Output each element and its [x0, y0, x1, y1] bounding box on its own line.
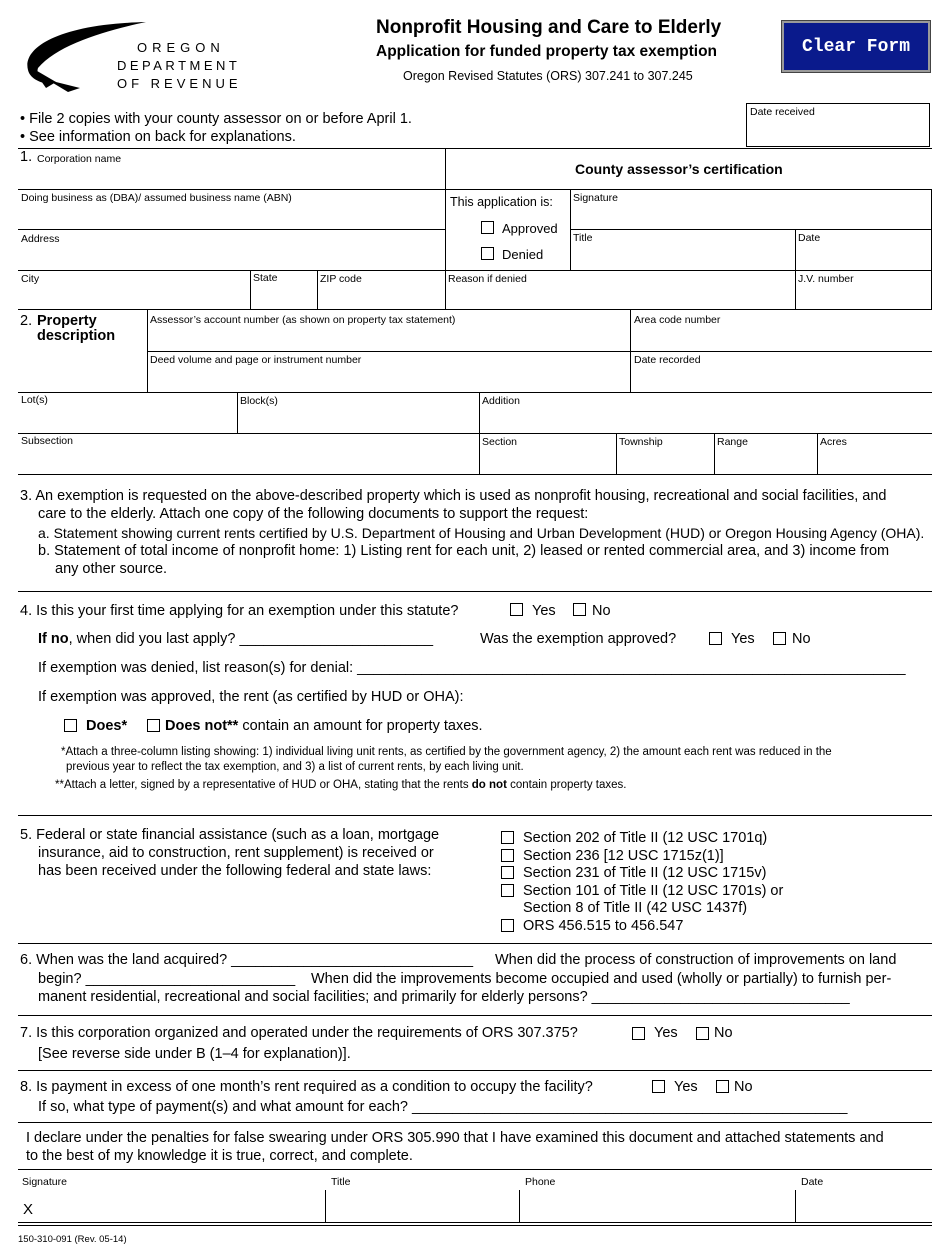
section236-checkbox[interactable]: [501, 849, 514, 862]
footnote-1-cont: previous year to reflect the tax exemption, and 3) a list of current rents, by each living unit.: [66, 761, 524, 773]
first-time-no-label: No: [592, 603, 611, 619]
section231-label: Section 231 of Title II (12 USC 1715v): [523, 865, 767, 881]
was-approved-no-checkbox[interactable]: [773, 632, 786, 645]
addition-label: Addition: [482, 395, 520, 407]
denied-label: Denied: [502, 247, 544, 262]
corporation-name-label: Corporation name: [37, 153, 122, 165]
date-received-label: Date received: [750, 106, 815, 118]
township-field[interactable]: [617, 449, 713, 473]
section8-label: Section 8 of Title II (42 USC 1437f): [523, 900, 748, 916]
does-not-checkbox[interactable]: [147, 719, 160, 732]
deed-field[interactable]: [148, 367, 629, 391]
section6-line1b: When did the process of construction of improvements on land: [495, 952, 897, 968]
acres-label: Acres: [820, 436, 847, 448]
ors456-checkbox[interactable]: [501, 919, 514, 932]
signature-x-mark: X: [23, 1201, 34, 1218]
section1-number: 1.: [20, 149, 33, 165]
organized-yes-label: Yes: [654, 1025, 678, 1041]
organized-no-checkbox[interactable]: [696, 1027, 709, 1040]
state-field[interactable]: [251, 286, 316, 308]
section3-line1: 3. An exemption is requested on the above-described property which is used as nonprofit housing, recreational and social facilities, and: [20, 488, 887, 504]
declaration-date-label: Date: [801, 1176, 824, 1188]
reason-denied-label: Reason if denied: [448, 273, 527, 285]
account-number-field[interactable]: [148, 327, 629, 350]
declaration-line1: I declare under the penalties for false swearing under ORS 305.990 that I have examined this document and attached statements and: [26, 1130, 884, 1146]
logo-text-oregon: OREGON: [137, 40, 225, 55]
first-time-yes-checkbox[interactable]: [510, 603, 523, 616]
was-approved-yes-checkbox[interactable]: [709, 632, 722, 645]
phone-label: Phone: [525, 1176, 556, 1188]
instruction-bullet-1: • File 2 copies with your county assessor on or before April 1.: [20, 111, 412, 127]
section5-line1: 5. Federal or state financial assistance (such as a loan, mortgage: [20, 827, 440, 843]
ors456-label: ORS 456.515 to 456.547: [523, 918, 684, 934]
was-approved-question: Was the exemption approved?: [480, 631, 677, 647]
subsection-label: Subsection: [21, 435, 73, 447]
section3-item-a: a. Statement showing current rents certified by U.S. Department of Housing and Urban Development (HUD) or Oregon Housing Agency (OHA).: [38, 525, 925, 541]
assessor-date-field[interactable]: [796, 245, 931, 269]
dba-label: Doing business as (DBA)/ assumed business name (ABN): [21, 192, 292, 204]
logo-text-of-revenue: OF REVENUE: [117, 76, 242, 91]
corporation-name-field[interactable]: [18, 166, 444, 188]
section101-label: Section 101 of Title II (12 USC 1701s) or: [523, 883, 784, 899]
property-heading-1: Property: [37, 313, 97, 329]
approved-checkbox[interactable]: [481, 221, 494, 234]
if-no-bold: If no: [38, 631, 69, 647]
state-label: State: [253, 272, 278, 284]
contain-text: contain an amount for property taxes.: [238, 718, 483, 734]
logo-text-department: DEPARTMENT: [117, 58, 241, 73]
approved-rent-line: If exemption was approved, the rent (as certified by HUD or OHA):: [38, 689, 464, 705]
payment-no-checkbox[interactable]: [716, 1080, 729, 1093]
address-label: Address: [21, 233, 60, 245]
jv-number-label: J.V. number: [798, 273, 854, 285]
subsection-field[interactable]: [18, 448, 478, 472]
city-label: City: [21, 273, 40, 285]
account-number-label: Assessor’s account number (as shown on property tax statement): [150, 314, 456, 326]
township-label: Township: [619, 436, 663, 448]
statute-reference: Oregon Revised Statutes (ORS) 307.241 to 307.245: [403, 69, 693, 83]
section-label: Section: [482, 436, 518, 448]
section3-line2: care to the elderly. Attach one copy of the following documents to support the request:: [38, 506, 589, 522]
payment-no-label: No: [734, 1079, 753, 1095]
section8-followup: If so, what type of payment(s) and what amount for each? ______________________________________________________: [38, 1099, 848, 1115]
oregon-dor-logo: [18, 18, 248, 98]
declarant-title-field[interactable]: [327, 1190, 518, 1220]
payment-type-field[interactable]: [437, 1096, 882, 1114]
clear-form-button[interactable]: Clear Form: [782, 21, 930, 72]
section6-line3: manent residential, recreational and social facilities; and primarily for elderly persons? ________________________________: [38, 989, 850, 1005]
footnote-2-bold: do not: [471, 779, 507, 791]
assessor-title-label: Title: [573, 232, 593, 244]
section7-note: [See reverse side under B (1–4 for explanation)].: [38, 1046, 351, 1062]
was-approved-yes-label: Yes: [731, 631, 755, 647]
land-acquired-field[interactable]: [248, 949, 486, 967]
does-not-label: Does not**: [165, 718, 239, 734]
signature-field[interactable]: [40, 1190, 324, 1220]
section202-checkbox[interactable]: [501, 831, 514, 844]
city-field[interactable]: [18, 286, 249, 308]
declarant-title-label: Title: [331, 1176, 351, 1188]
zip-label: ZIP code: [320, 273, 362, 285]
phone-field[interactable]: [521, 1190, 794, 1220]
section2-number: 2.: [20, 313, 33, 329]
organized-no-label: No: [714, 1025, 733, 1041]
date-recorded-label: Date recorded: [634, 354, 701, 366]
does-checkbox[interactable]: [64, 719, 77, 732]
signature-label: Signature: [22, 1176, 67, 1188]
section231-checkbox[interactable]: [501, 866, 514, 879]
first-time-yes-label: Yes: [532, 603, 556, 619]
footnote-2: [55, 778, 626, 792]
blocks-label: Block(s): [240, 395, 278, 407]
declaration-date-field[interactable]: [797, 1190, 931, 1220]
area-code-field[interactable]: [631, 327, 931, 350]
organized-yes-checkbox[interactable]: [632, 1027, 645, 1040]
date-received-box[interactable]: [746, 103, 930, 147]
jv-number-field[interactable]: [796, 286, 931, 308]
form-subtitle: Application for funded property tax exemption: [376, 43, 718, 60]
form-title: Nonprofit Housing and Care to Elderly: [376, 17, 722, 38]
footnote-2-end: contain property taxes.: [506, 779, 627, 791]
range-label: Range: [717, 436, 748, 448]
addition-field[interactable]: [480, 408, 931, 432]
lots-field[interactable]: [18, 407, 236, 431]
section3-item-b-cont: any other source.: [55, 561, 168, 577]
deed-label: Deed volume and page or instrument number: [150, 354, 362, 366]
section-field[interactable]: [480, 449, 615, 473]
section7-question: 7. Is this corporation organized and operated under the requirements of ORS 307.375?: [20, 1025, 578, 1041]
property-heading-2: description: [37, 328, 116, 344]
section4-question: 4. Is this your first time applying for an exemption under this statute?: [20, 603, 459, 619]
range-field[interactable]: [715, 449, 816, 473]
instruction-bullet-2: • See information on back for explanations.: [20, 129, 296, 145]
denied-reasons-line: If exemption was denied, list reason(s) for denial: ____________________________________________________________________: [38, 660, 906, 676]
assessor-signature-field[interactable]: [571, 205, 931, 228]
payment-yes-checkbox[interactable]: [652, 1080, 665, 1093]
dba-field[interactable]: [18, 205, 444, 228]
denied-reasons-field[interactable]: [374, 657, 930, 675]
assessor-title-field[interactable]: [571, 245, 794, 269]
section3-item-b: b. Statement of total income of nonprofit home: 1) Listing rent for each unit, 2) leased or rented commercial area, and 3) income from: [38, 543, 890, 559]
section5-line2: insurance, aid to construction, rent supplement) is received or: [38, 845, 434, 861]
construction-begin-field[interactable]: [90, 968, 302, 986]
last-applied-field[interactable]: [250, 628, 450, 646]
area-code-label: Area code number: [634, 314, 721, 326]
does-label: Does*: [86, 718, 128, 734]
form-number: 150-310-091 (Rev. 05-14): [18, 1234, 127, 1245]
address-field[interactable]: [18, 246, 444, 269]
footnote-1: *Attach a three-column listing showing: 1) individual living unit rents, as certified by the government agency, 2) the amount each rent was reduced in the: [61, 746, 832, 758]
declaration-line2: to the best of my knowledge it is true, correct, and complete.: [26, 1148, 413, 1164]
footnote-2-text: **Attach a letter, signed by a representative of HUD or OHA, stating that the rents: [55, 779, 472, 791]
section6-line2b: When did the improvements become occupied and used (wholly or partially) to furnish per-: [311, 971, 892, 987]
application-is-label: This application is:: [450, 195, 553, 209]
section6-line2a: begin? __________________________: [38, 971, 296, 987]
acres-field[interactable]: [818, 449, 931, 473]
last-applied-text: , when did you last apply? ________________________: [68, 631, 434, 647]
does-not-statement: [165, 717, 483, 735]
lots-label: Lot(s): [21, 394, 48, 406]
reason-denied-field[interactable]: [446, 286, 794, 308]
denied-checkbox[interactable]: [481, 247, 494, 260]
section236-label: Section 236 [12 USC 1715z(1)]: [523, 848, 724, 864]
zip-field[interactable]: [318, 286, 444, 308]
occupied-date-field[interactable]: [622, 986, 880, 1004]
approved-label: Approved: [502, 221, 558, 236]
assessor-certification-heading: County assessor’s certification: [575, 161, 783, 177]
was-approved-no-label: No: [792, 631, 811, 647]
section6-line1a: 6. When was the land acquired? ______________________________: [20, 952, 474, 968]
assessor-signature-label: Signature: [573, 192, 618, 204]
section8-question: 8. Is payment in excess of one month’s rent required as a condition to occupy the facility?: [20, 1079, 593, 1095]
first-time-no-checkbox[interactable]: [573, 603, 586, 616]
section5-line3: has been received under the following federal and state laws:: [38, 863, 432, 879]
section101-checkbox[interactable]: [501, 884, 514, 897]
payment-yes-label: Yes: [674, 1079, 698, 1095]
blocks-field[interactable]: [238, 408, 478, 432]
section202-label: Section 202 of Title II (12 USC 1701q): [523, 830, 768, 846]
date-recorded-field[interactable]: [631, 367, 931, 391]
assessor-date-label: Date: [798, 232, 821, 244]
